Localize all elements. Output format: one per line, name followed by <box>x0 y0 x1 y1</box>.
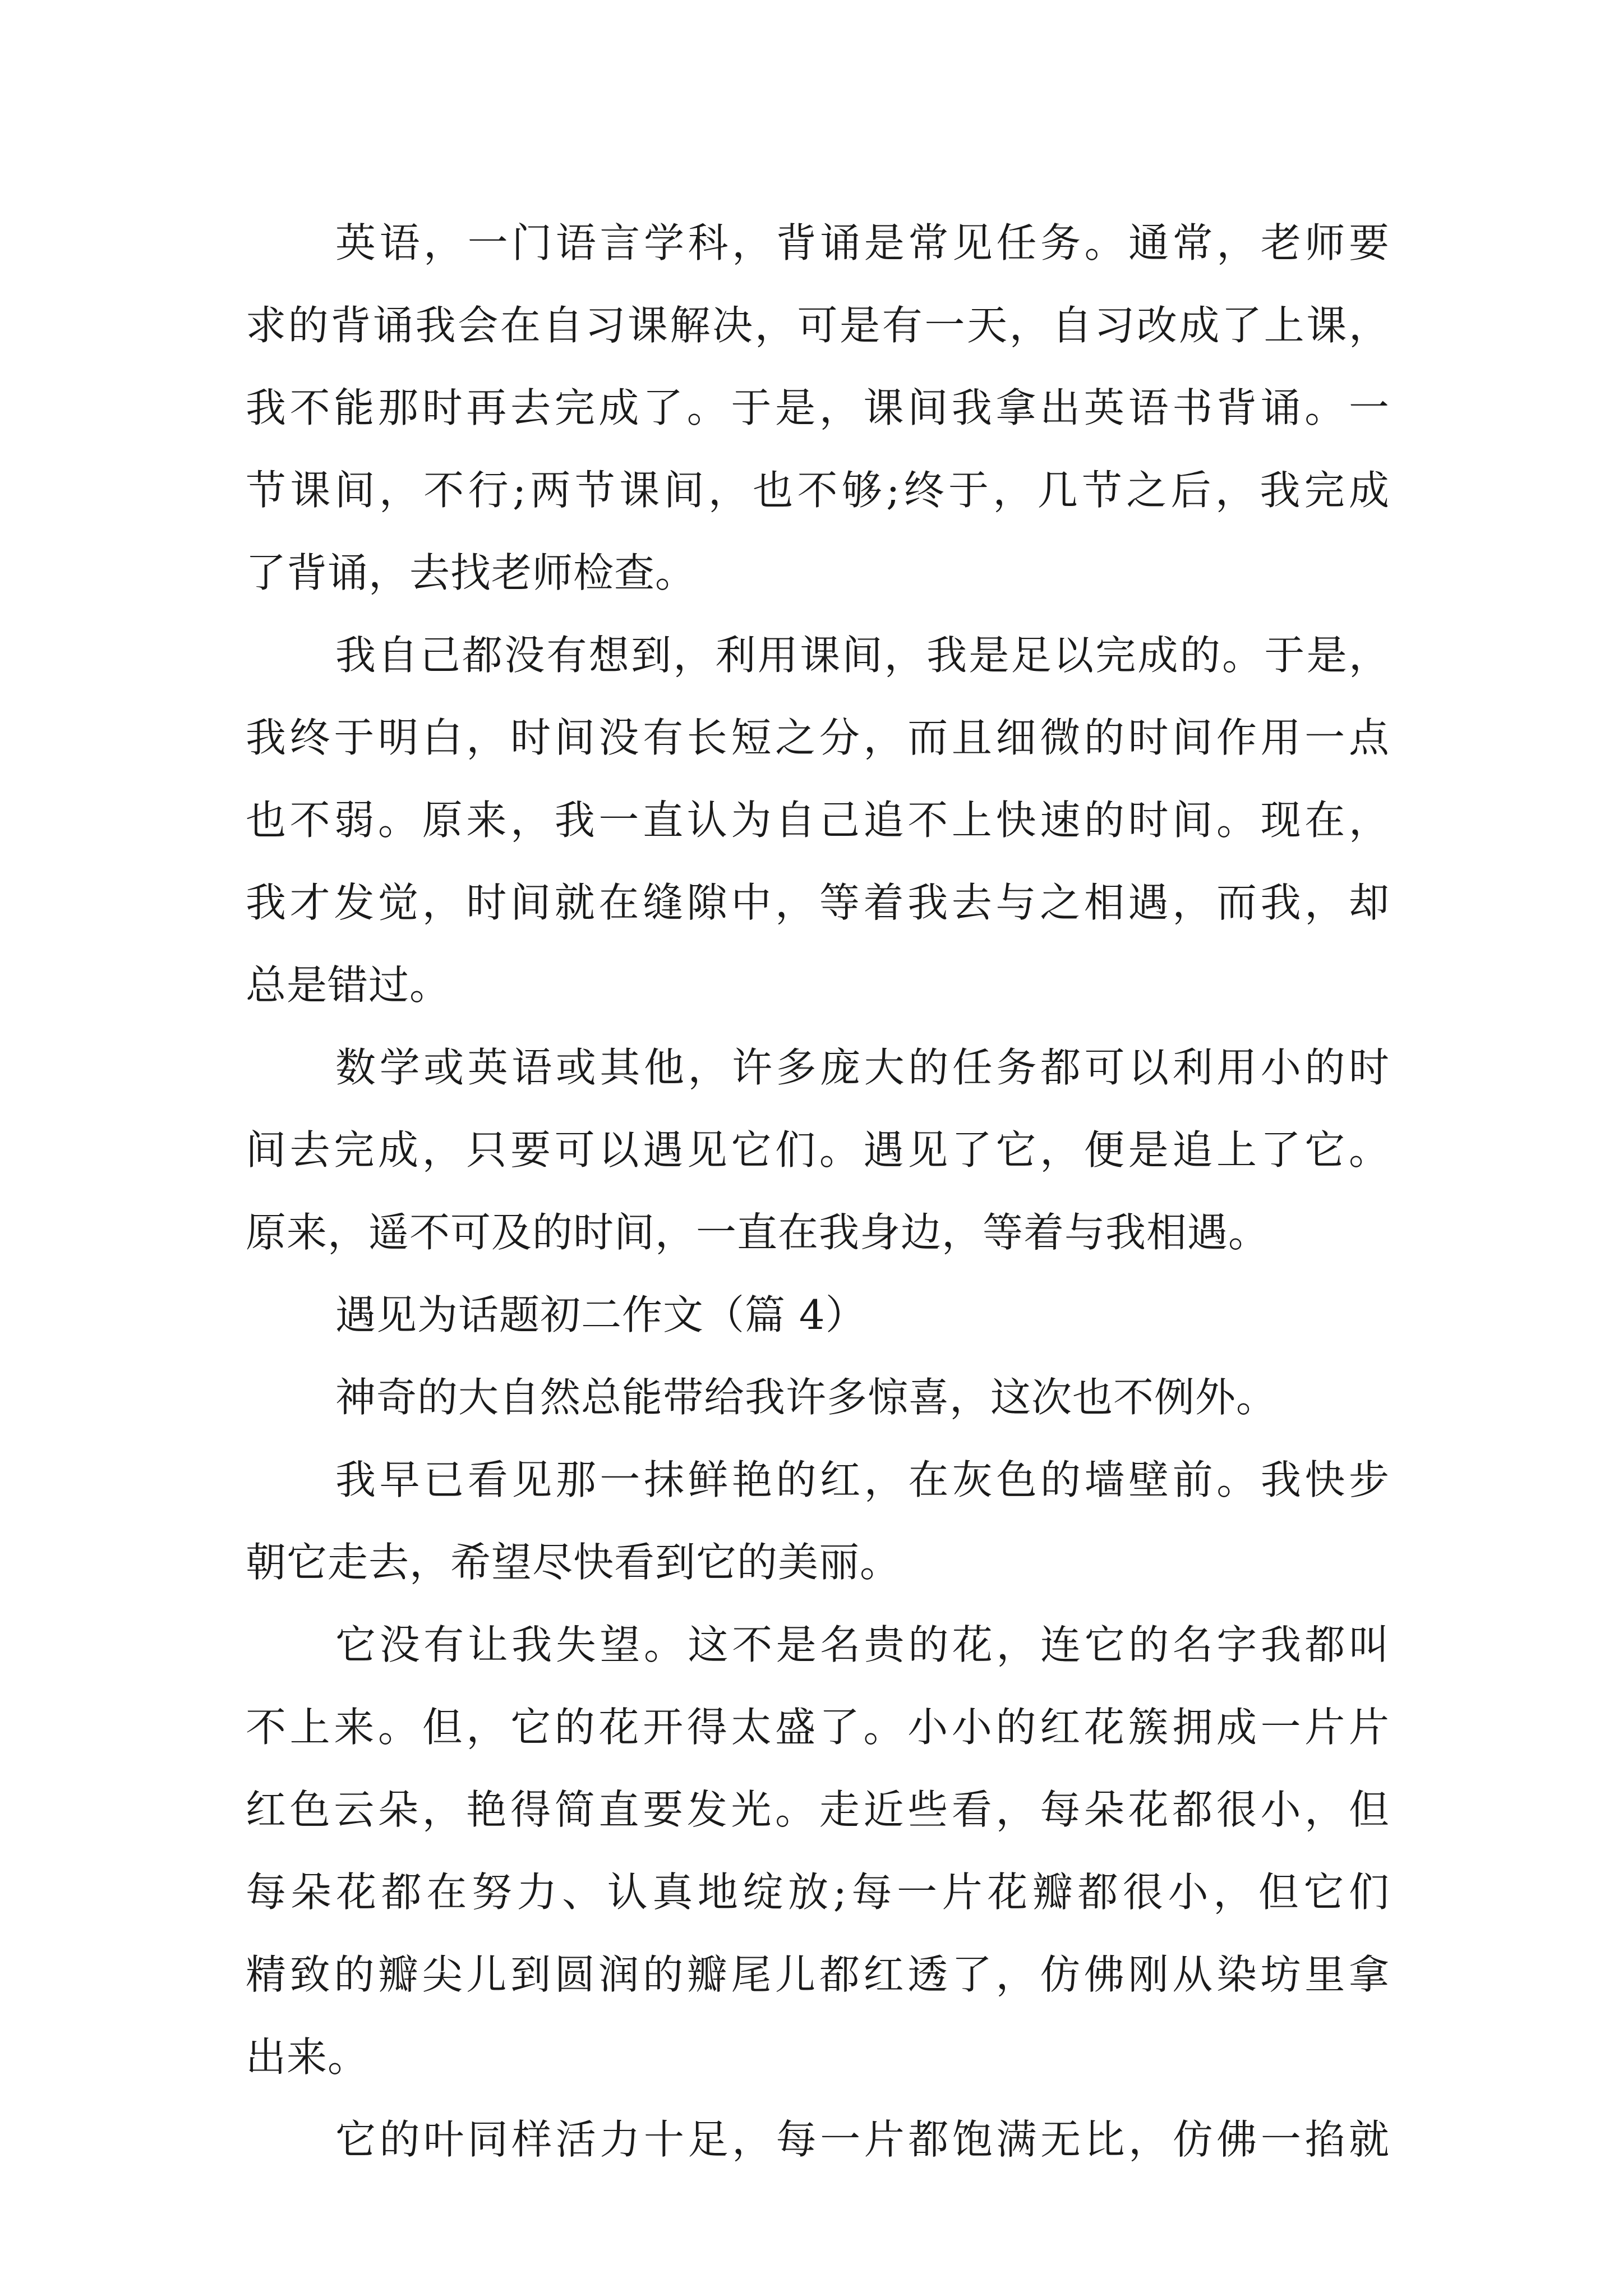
text-line: 总是错过。 <box>246 961 451 1009</box>
text-line: 也不弱。原来，我一直认为自己追不上快速的时间。现在， <box>246 797 1390 844</box>
text-line: 神奇的大自然总能带给我许多惊喜，这次也不例外。 <box>335 1374 1278 1421</box>
section-heading: 遇见为话题初二作文（篇 4） <box>335 1291 866 1338</box>
text-line: 出来。 <box>246 2033 369 2081</box>
text-line: 朝它走去，希望尽快看到它的美丽。 <box>246 1539 901 1586</box>
text-line: 我不能那时再去完成了。于是，课间我拿出英语书背诵。一 <box>246 384 1390 431</box>
text-line: 每朵花都在努力、认真地绽放;每一片花瓣都很小，但它们 <box>246 1869 1390 1916</box>
text-line: 节课间，不行;两节课间，也不够;终于，几节之后，我完成 <box>246 467 1390 514</box>
text-line: 红色云朵，艳得简直要发光。走近些看，每朵花都很小，但 <box>246 1786 1390 1833</box>
text-line: 我终于明白，时间没有长短之分，而且细微的时间作用一点 <box>246 714 1390 761</box>
text-line: 英语，一门语言学科，背诵是常见任务。通常，老师要 <box>335 219 1390 266</box>
text-line: 精致的瓣尖儿到圆润的瓣尾儿都红透了，仿佛刚从染坊里拿 <box>246 1951 1390 1998</box>
text-line: 我早已看见那一抹鲜艳的红，在灰色的墙壁前。我快步 <box>335 1456 1390 1503</box>
text-line: 我才发觉，时间就在缝隙中，等着我去与之相遇，而我，却 <box>246 879 1390 926</box>
text-line: 了背诵，去找老师检查。 <box>246 549 697 596</box>
text-line: 它的叶同样活力十足，每一片都饱满无比，仿佛一掐就 <box>335 2116 1390 2163</box>
text-line: 我自己都没有想到，利用课间，我是足以完成的。于是， <box>335 632 1390 679</box>
text-line: 数学或英语或其他，许多庞大的任务都可以利用小的时 <box>335 1044 1390 1091</box>
text-line: 不上来。但，它的花开得太盛了。小小的红花簇拥成一片片 <box>246 1704 1390 1751</box>
text-line: 间去完成，只要可以遇见它们。遇见了它，便是追上了它。 <box>246 1126 1390 1174</box>
text-line: 原来，遥不可及的时间，一直在我身边，等着与我相遇。 <box>246 1209 1270 1256</box>
text-line: 求的背诵我会在自习课解决，可是有一天，自习改成了上课， <box>246 302 1390 349</box>
text-line: 它没有让我失望。这不是名贵的花，连它的名字我都叫 <box>335 1621 1390 1668</box>
